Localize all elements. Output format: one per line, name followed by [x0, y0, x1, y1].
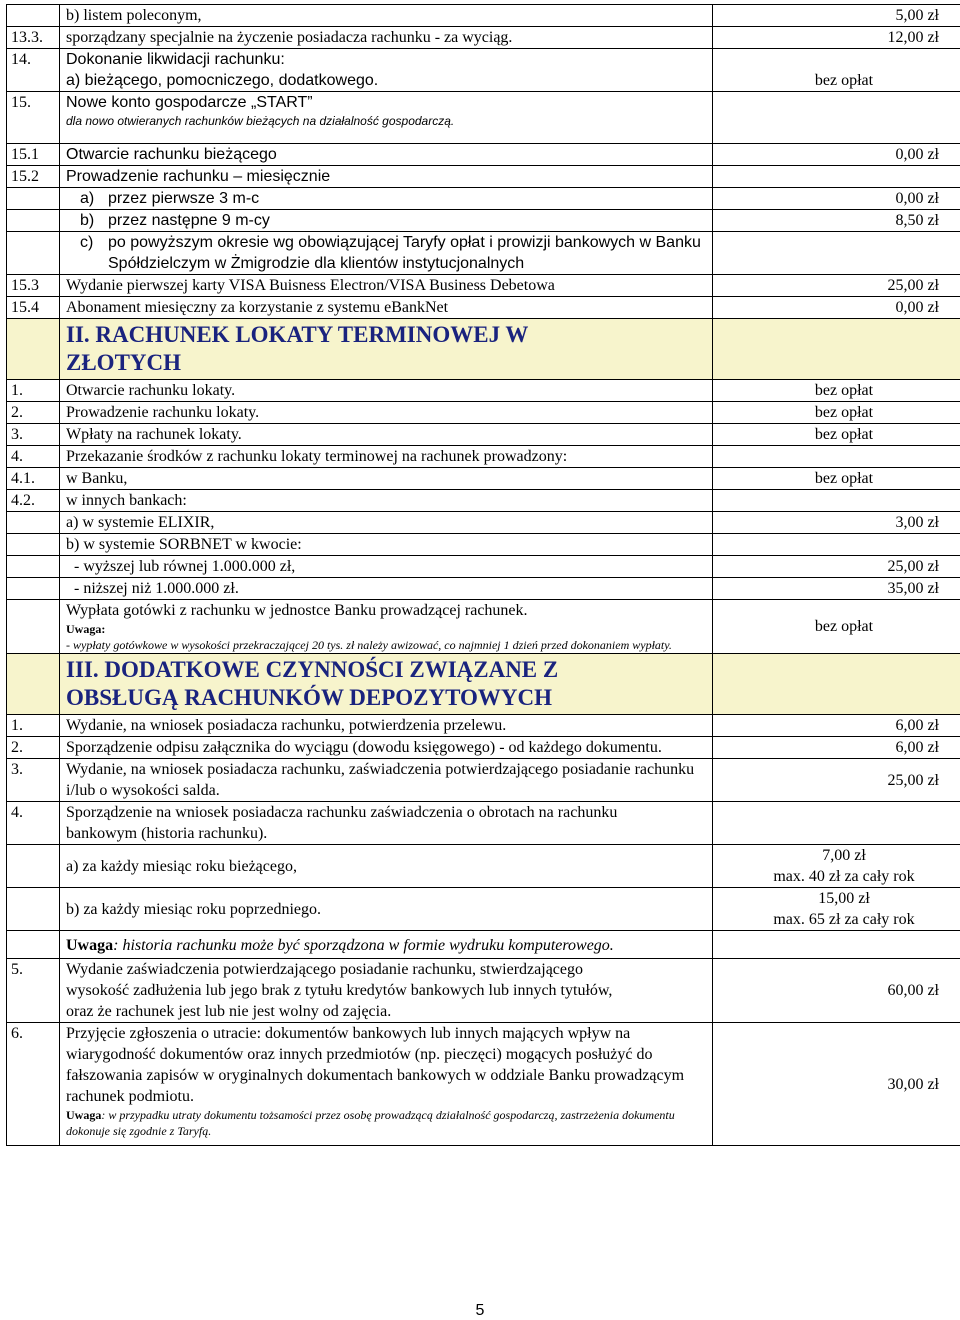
row-description: Przekazanie środków z rachunku lokaty terminowej na rachunek prowadzony:	[60, 446, 713, 468]
table-row	[7, 845, 960, 888]
row-number: 5.	[7, 959, 60, 1023]
table-row	[7, 959, 960, 1023]
section-title: II. RACHUNEK LOKATY TERMINOWEJ W ZŁOTYCH	[66, 322, 528, 375]
row-number: 4.	[7, 802, 60, 845]
row-number: 4.	[7, 446, 60, 468]
row-number: 1.	[7, 715, 60, 737]
row-number: 15.	[7, 92, 60, 144]
row-amount: bez opłat	[713, 600, 960, 654]
row-number: 13.3.	[7, 27, 60, 49]
row-amount: 25,00 zł	[713, 556, 960, 578]
table-row	[7, 759, 960, 802]
row-number: 2.	[7, 402, 60, 424]
row-description: w Banku,	[60, 468, 713, 490]
table-row	[7, 737, 960, 759]
row-amount: 5,00 zł	[713, 5, 960, 27]
row-description: b) za każdy miesiąc roku poprzedniego.	[60, 888, 713, 931]
row-amount: 6,00 zł	[713, 737, 960, 759]
row-description: po powyższym okresie wg obowiązującej Taryfy opłat i prowizji bankowych w Banku Spółdzielczym w Żmigrodzie dla klientów instytucjonalnych	[108, 234, 701, 272]
row-description: Abonament miesięczny za korzystanie z systemu eBankNet	[60, 297, 713, 319]
row-description: - wyższej lub równej 1.000.000 zł,	[60, 556, 713, 578]
note-label: Uwaga	[66, 937, 114, 954]
table-row	[7, 297, 960, 319]
row-amount: 0,00 zł	[713, 188, 960, 210]
section-header	[7, 654, 960, 715]
table-row	[7, 144, 960, 166]
row-description: Otwarcie rachunku lokaty.	[60, 380, 713, 402]
note-label: Uwaga:	[66, 622, 106, 636]
row-amount: bez opłat	[713, 468, 960, 490]
row-description: b) listem poleconym,	[60, 5, 713, 27]
row-amount: 15,00 zł	[818, 890, 870, 907]
table-row	[7, 556, 960, 578]
table-row	[7, 802, 960, 845]
row-number: 3.	[7, 424, 60, 446]
table-row	[7, 380, 960, 402]
row-description: przez następne 9 m-cy	[108, 212, 270, 229]
row-description: Wydanie zaświadczenia potwierdzającego posiadanie rachunku, stwierdzającego wysokość zadłużenia lub jego brak z tytułu kredytów bankowych lub innych tytułów, oraz że rachunek jest lub nie jest wolny od zajęcia.	[60, 959, 713, 1023]
row-description: Sporządzenie odpisu załącznika do wyciągu (dowodu księgowego) - od każdego dokumentu.	[60, 737, 713, 759]
table-row	[7, 446, 960, 468]
table-row	[7, 578, 960, 600]
item-label: b)	[80, 212, 95, 229]
row-description: Otwarcie rachunku bieżącego	[60, 144, 713, 166]
row-amount: 3,00 zł	[713, 512, 960, 534]
row-description: a) bieżącego, pomocniczego, dodatkowego.	[66, 72, 379, 89]
row-description: b) w systemie SORBNET w kwocie:	[60, 534, 713, 556]
table-row	[7, 92, 960, 144]
row-description: a) w systemie ELIXIR,	[60, 512, 713, 534]
row-amount: bez opłat	[713, 49, 960, 92]
row-note: : historia rachunku może być sporządzona w formie wydruku komputerowego.	[113, 937, 614, 954]
row-description: Wydanie, na wniosek posiadacza rachunku, zaświadczenia potwierdzającego posiadanie rachunku i/lub o wysokości salda.	[60, 759, 713, 802]
row-amount: 25,00 zł	[713, 275, 960, 297]
row-description: Nowe konto gospodarcze „START”	[66, 94, 313, 111]
row-note: : w przypadku utraty dokumentu tożsamości przez osobę prowadzącą działalność gospodarczą, zastrzeżenia dokumentu dokonuje się zgodnie z Taryfą.	[66, 1108, 675, 1138]
table-row	[7, 402, 960, 424]
table-row	[7, 888, 960, 931]
table-row	[7, 166, 960, 188]
table-row	[7, 49, 960, 92]
row-amount-max: max. 65 zł za cały rok	[773, 911, 915, 928]
table-row	[7, 275, 960, 297]
row-number: 4.2.	[7, 490, 60, 512]
row-description: Przyjęcie zgłoszenia o utracie: dokumentów bankowych lub innych mających wpływ na wiarygodność dokumentów oraz innych przedmiotów (np. pieczęci) mogących posłużyć do fałszowania zapisów w oryginalnych dokumentach bankowych w oddziale Banku prowadzącym rachunek podmiotu.	[66, 1025, 685, 1105]
row-amount: 30,00 zł	[713, 1023, 960, 1146]
row-amount-max: max. 40 zł za cały rok	[773, 868, 915, 885]
row-amount: bez opłat	[713, 380, 960, 402]
row-description: sporządzany specjalnie na życzenie posiadacza rachunku - za wyciąg.	[60, 27, 713, 49]
table-row	[7, 715, 960, 737]
row-description: Prowadzenie rachunku – miesięcznie	[60, 166, 713, 188]
row-number: 3.	[7, 759, 60, 802]
row-number: 15.2	[7, 166, 60, 188]
row-note: - wypłaty gotówkowe w wysokości przekraczającej 20 tys. zł należy awizować, co najmniej 1 dzień przed dokonaniem wypłaty.	[66, 638, 672, 652]
table-row	[7, 490, 960, 512]
row-number: 15.1	[7, 144, 60, 166]
item-label: c)	[80, 234, 94, 251]
row-amount: 60,00 zł	[713, 959, 960, 1023]
row-description: Wypłata gotówki z rachunku w jednostce Banku prowadzącej rachunek.	[66, 602, 528, 619]
row-amount: 7,00 zł	[822, 847, 866, 864]
row-note: dla nowo otwieranych rachunków bieżących na działalność gospodarczą.	[66, 114, 455, 128]
section-header	[7, 319, 960, 380]
row-amount: 25,00 zł	[713, 759, 960, 802]
row-amount: 12,00 zł	[713, 27, 960, 49]
table-row	[7, 468, 960, 490]
row-number: 4.1.	[7, 468, 60, 490]
table-row	[7, 512, 960, 534]
item-label: a)	[80, 190, 95, 207]
table-row	[7, 534, 960, 556]
table-row	[7, 1023, 960, 1146]
row-amount: 8,50 zł	[713, 210, 960, 232]
page-number: 5	[475, 1302, 485, 1319]
row-number: 2.	[7, 737, 60, 759]
row-amount: 0,00 zł	[713, 297, 960, 319]
row-amount: 6,00 zł	[713, 715, 960, 737]
row-description: Dokonanie likwidacji rachunku:	[66, 51, 285, 68]
row-number: 6.	[7, 1023, 60, 1146]
table-row	[7, 188, 960, 210]
row-amount: bez opłat	[713, 424, 960, 446]
table-row	[7, 931, 960, 959]
row-description: w innych bankach:	[60, 490, 713, 512]
table-row	[7, 5, 960, 27]
table-row	[7, 210, 960, 232]
row-description: przez pierwsze 3 m-c	[108, 190, 260, 207]
row-description: Prowadzenie rachunku lokaty.	[60, 402, 713, 424]
row-description: Wpłaty na rachunek lokaty.	[60, 424, 713, 446]
row-description: Wydanie pierwszej karty VISA Buisness Electron/VISA Business Debetowa	[60, 275, 713, 297]
row-description: Wydanie, na wniosek posiadacza rachunku, potwierdzenia przelewu.	[60, 715, 713, 737]
note-label: Uwaga	[66, 1108, 102, 1122]
row-number: 14.	[7, 49, 60, 92]
row-number	[7, 5, 60, 27]
row-description: a) za każdy miesiąc roku bieżącego,	[60, 845, 713, 888]
table-row	[7, 232, 960, 275]
row-description: - niższej niż 1.000.000 zł.	[60, 578, 713, 600]
row-number: 15.3	[7, 275, 60, 297]
table-row	[7, 27, 960, 49]
fee-table	[6, 4, 960, 1146]
table-row	[7, 424, 960, 446]
row-number: 1.	[7, 380, 60, 402]
row-amount: 35,00 zł	[713, 578, 960, 600]
section-title: III. DODATKOWE CZYNNOŚCI ZWIĄZANE Z OBSŁUGĄ RACHUNKÓW DEPOZYTOWYCH	[66, 657, 559, 710]
row-number: 15.4	[7, 297, 60, 319]
table-row	[7, 600, 960, 654]
row-amount: bez opłat	[713, 402, 960, 424]
row-amount: 0,00 zł	[713, 144, 960, 166]
row-description: Sporządzenie na wniosek posiadacza rachunku zaświadczenia o obrotach na rachunku bankowym (historia rachunku).	[60, 802, 713, 845]
